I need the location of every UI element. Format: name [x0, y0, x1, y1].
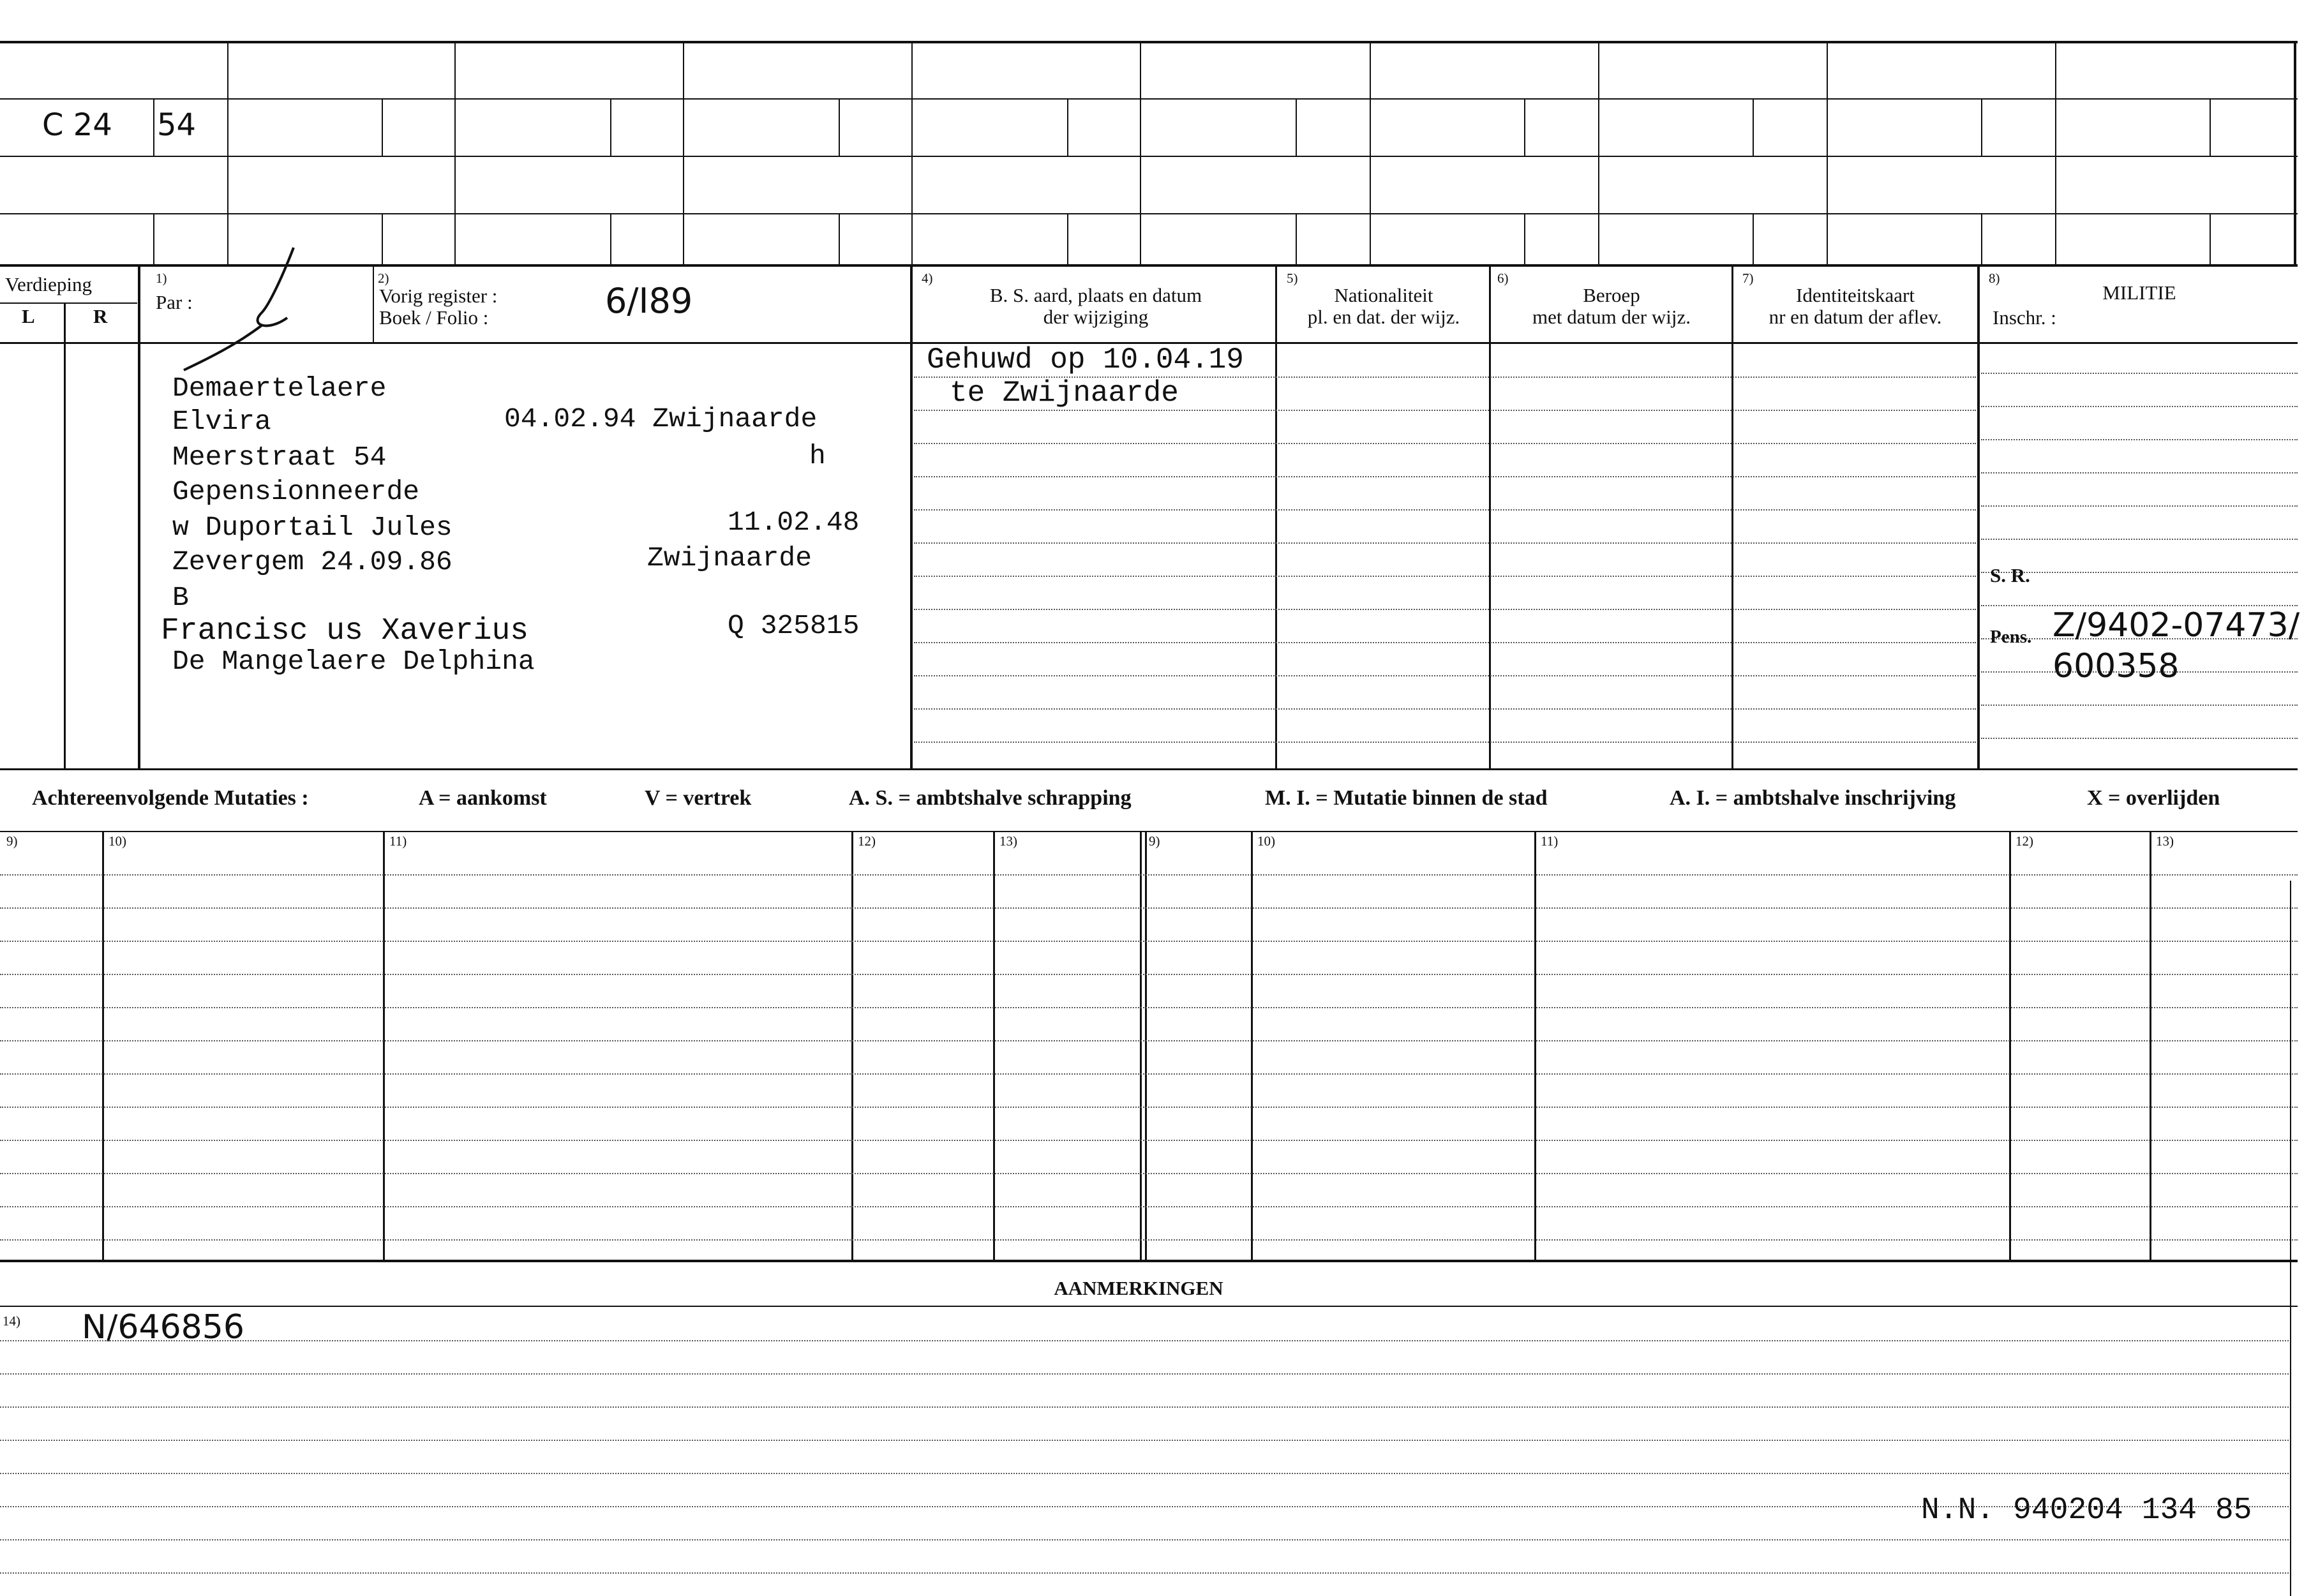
grid-cell-line	[1981, 98, 1982, 156]
legend-mi: M. I. = Mutatie binnen de stad	[1265, 786, 1548, 810]
mutaties-bottom-line	[0, 1260, 2298, 1262]
top-border	[0, 41, 2298, 43]
entry-line	[914, 576, 1976, 577]
grid-cell-line	[610, 98, 611, 156]
pens-value-1: Z/9402-07473/	[2053, 606, 2300, 645]
note-1: 1)	[156, 271, 167, 286]
mutatie-column-line	[1140, 832, 1142, 1260]
grid-cell-line	[2210, 213, 2211, 264]
beroep-header-1: Beroep	[1583, 284, 1640, 306]
mutatie-column-line	[383, 832, 385, 1260]
mutatie-column-line	[1251, 832, 1253, 1260]
aanmerkingen-title: AANMERKINGEN	[1054, 1277, 1223, 1299]
aanmerkingen-line	[0, 1306, 2298, 1307]
card-number: 54	[157, 107, 197, 143]
grid-cell-line	[2210, 98, 2211, 156]
right-edge-line	[2290, 881, 2291, 1596]
militie-line	[1981, 539, 2298, 540]
card-code: C 24	[42, 107, 112, 143]
mother: De Mangelaere Delphina	[172, 646, 535, 677]
grid-column-line	[227, 41, 228, 264]
legend-top-line	[0, 768, 2298, 770]
vorig-register-label: Vorig register :	[379, 285, 498, 307]
mutatie-row-line	[0, 1173, 2298, 1174]
note-8: 8)	[1989, 271, 2000, 286]
grid-column-line	[2055, 41, 2056, 264]
grid-cell-line	[1524, 213, 1525, 264]
militie-line	[1981, 373, 2298, 374]
par-label: Par :	[156, 291, 193, 313]
bs-entry-line-2: te Zwijnaarde	[950, 377, 1179, 410]
right-border	[2294, 41, 2296, 264]
mutatie-row-line	[0, 874, 2298, 876]
firstname: Elvira	[172, 406, 271, 437]
id-header-1: Identiteitskaart	[1796, 284, 1915, 306]
pens-label: Pens.	[1990, 627, 2032, 647]
mutaties-top-line	[0, 831, 2298, 832]
mutatie-column-line	[993, 832, 995, 1260]
note-14: 14)	[3, 1313, 20, 1329]
boek-folio-label: Boek / Folio :	[379, 306, 489, 329]
nat-header-2: pl. en dat. der wijz.	[1307, 306, 1460, 328]
remark-line	[0, 1406, 2289, 1408]
col-line	[910, 267, 913, 768]
grid-line	[0, 264, 2298, 267]
grid-cell-line	[839, 98, 840, 156]
address: Meerstraat 54	[172, 442, 387, 473]
remark-line	[0, 1440, 2289, 1441]
mutatie-column-line	[1534, 832, 1536, 1260]
aanmerking-value: N/646856	[82, 1308, 244, 1346]
mutatie-row-line	[0, 907, 2298, 909]
note-7: 7)	[1742, 271, 1754, 286]
entry-line	[914, 410, 1976, 411]
bs-header-2: der wijziging	[1043, 306, 1149, 328]
remark-line	[0, 1539, 2289, 1540]
grid-column-line	[1370, 41, 1371, 264]
surname: Demaertelaere	[172, 373, 387, 404]
entry-line	[914, 642, 1976, 643]
col-line	[64, 302, 66, 768]
mutatie-row-line	[0, 1073, 2298, 1075]
col-l-label: L	[22, 305, 35, 327]
entry-line	[914, 609, 1976, 610]
mutaties-title: Achtereenvolgende Mutaties :	[32, 786, 309, 810]
widow-of: w Duportail Jules	[172, 512, 452, 543]
grid-column-line	[683, 41, 684, 264]
grid-cell-line	[1296, 213, 1297, 264]
col-line	[1275, 267, 1277, 768]
mutatie-column-line	[2150, 832, 2151, 1260]
militie-line	[1981, 505, 2298, 507]
mutatie-column-label: 10)	[1257, 833, 1275, 849]
militie-line	[1981, 472, 2298, 474]
legend-x: X = overlijden	[2087, 786, 2220, 810]
entry-line	[914, 509, 1976, 511]
bs-header-1: B. S. aard, plaats en datum	[989, 284, 1202, 306]
entry-line	[914, 476, 1976, 477]
verdieping-label: Verdieping	[5, 273, 93, 295]
mutatie-row-line	[0, 1040, 2298, 1041]
verdieping-line	[0, 302, 137, 304]
grid-cell-line	[1753, 213, 1754, 264]
militie-line	[1981, 738, 2298, 739]
address-mark: h	[809, 440, 826, 472]
mutatie-column-label: 10)	[108, 833, 126, 849]
mutatie-column-line	[2009, 832, 2011, 1260]
col-line	[1977, 267, 1980, 768]
grid-line	[0, 213, 2298, 214]
bs-entry-line-1: Gehuwd op 10.04.19	[927, 343, 1244, 377]
militie-line	[1981, 406, 2298, 407]
col-line	[138, 267, 140, 768]
vorig-register-value: 6/I89	[605, 281, 693, 321]
mutatie-column-line	[102, 832, 104, 1260]
grid-cell-line	[839, 213, 840, 264]
col-line	[1489, 267, 1491, 768]
remark-line	[0, 1572, 2289, 1574]
militie-line	[1981, 439, 2298, 440]
militie-header: MILITIE	[2102, 281, 2176, 304]
grid-cell-line	[153, 98, 154, 156]
militie-line	[1981, 705, 2298, 706]
entry-line	[914, 708, 1976, 710]
col-line	[373, 267, 374, 343]
legend-a: A = aankomst	[419, 786, 547, 810]
grid-cell-line	[1753, 98, 1754, 156]
col-line	[1731, 267, 1733, 768]
grid-cell-line	[1067, 98, 1068, 156]
spouse-place: Zwijnaarde	[647, 542, 812, 574]
grid-column-line	[1827, 41, 1828, 264]
widow-date: 11.02.48	[728, 507, 860, 538]
grid-cell-line	[1067, 213, 1068, 264]
grid-cell-line	[1981, 213, 1982, 264]
mutatie-column-label: 13)	[2156, 833, 2174, 849]
marker: B	[172, 582, 189, 613]
pens-value-2: 600358	[2053, 647, 2180, 685]
remark-line	[0, 1373, 2289, 1375]
mutatie-column-label: 11)	[1541, 833, 1559, 849]
note-4: 4)	[922, 271, 933, 286]
entry-line	[914, 542, 1976, 544]
mutatie-column-label: 12)	[2016, 833, 2033, 849]
grid-line	[0, 156, 2298, 157]
legend-v: V = vertrek	[645, 786, 752, 810]
spouse-birth: Zevergem 24.09.86	[172, 546, 452, 578]
birth-date-place: 04.02.94 Zwijnaarde	[504, 403, 818, 435]
mutatie-column-line	[1145, 832, 1147, 1260]
note-6: 6)	[1497, 271, 1509, 286]
remark-line	[0, 1473, 2289, 1474]
mutatie-column-label: 9)	[1149, 833, 1160, 849]
handwritten-stroke	[172, 242, 313, 383]
grid-cell-line	[382, 98, 383, 156]
mutatie-column-label: 11)	[389, 833, 407, 849]
mutatie-row-line	[0, 1206, 2298, 1207]
inschr-label: Inschr. :	[1993, 306, 2056, 329]
grid-column-line	[911, 41, 913, 264]
mutatie-row-line	[0, 941, 2298, 942]
mutatie-column-label: 13)	[999, 833, 1017, 849]
note-2: 2)	[378, 271, 389, 286]
mutatie-row-line	[0, 1007, 2298, 1008]
entry-line	[914, 443, 1976, 444]
grid-cell-line	[1296, 98, 1297, 156]
father: Francisc us Xaverius	[161, 614, 529, 648]
mutatie-column-line	[851, 832, 853, 1260]
mutatie-row-line	[0, 974, 2298, 975]
mutatie-row-line	[0, 1107, 2298, 1108]
mutatie-column-label: 12)	[858, 833, 876, 849]
mutatie-column-label: 9)	[6, 833, 18, 849]
grid-column-line	[1140, 41, 1141, 264]
grid-cell-line	[610, 213, 611, 264]
grid-column-line	[1598, 41, 1599, 264]
legend-as: A. S. = ambtshalve schrapping	[849, 786, 1132, 810]
grid-cell-line	[153, 213, 154, 264]
note-5: 5)	[1287, 271, 1298, 286]
grid-line	[0, 98, 2298, 100]
mutatie-row-line	[0, 1140, 2298, 1141]
grid-cell-line	[382, 213, 383, 264]
national-number: N.N. 940204 134 85	[1921, 1493, 2252, 1528]
col-r-label: R	[93, 305, 108, 327]
occupation: Gepensionneerde	[172, 476, 420, 507]
grid-cell-line	[1524, 98, 1525, 156]
beroep-header-2: met datum der wijz.	[1532, 306, 1691, 328]
legend-ai: A. I. = ambtshalve inschrijving	[1670, 786, 1956, 810]
id-number: Q 325815	[728, 610, 860, 641]
nat-header-1: Nationaliteit	[1334, 284, 1433, 306]
remark-line	[0, 1340, 2289, 1341]
grid-column-line	[454, 41, 456, 264]
id-header-2: nr en datum der aflev.	[1769, 306, 1942, 328]
sr-label: S. R.	[1990, 564, 2030, 586]
entry-line	[914, 742, 1976, 743]
entry-line	[914, 675, 1976, 676]
mutatie-row-line	[0, 1239, 2298, 1241]
